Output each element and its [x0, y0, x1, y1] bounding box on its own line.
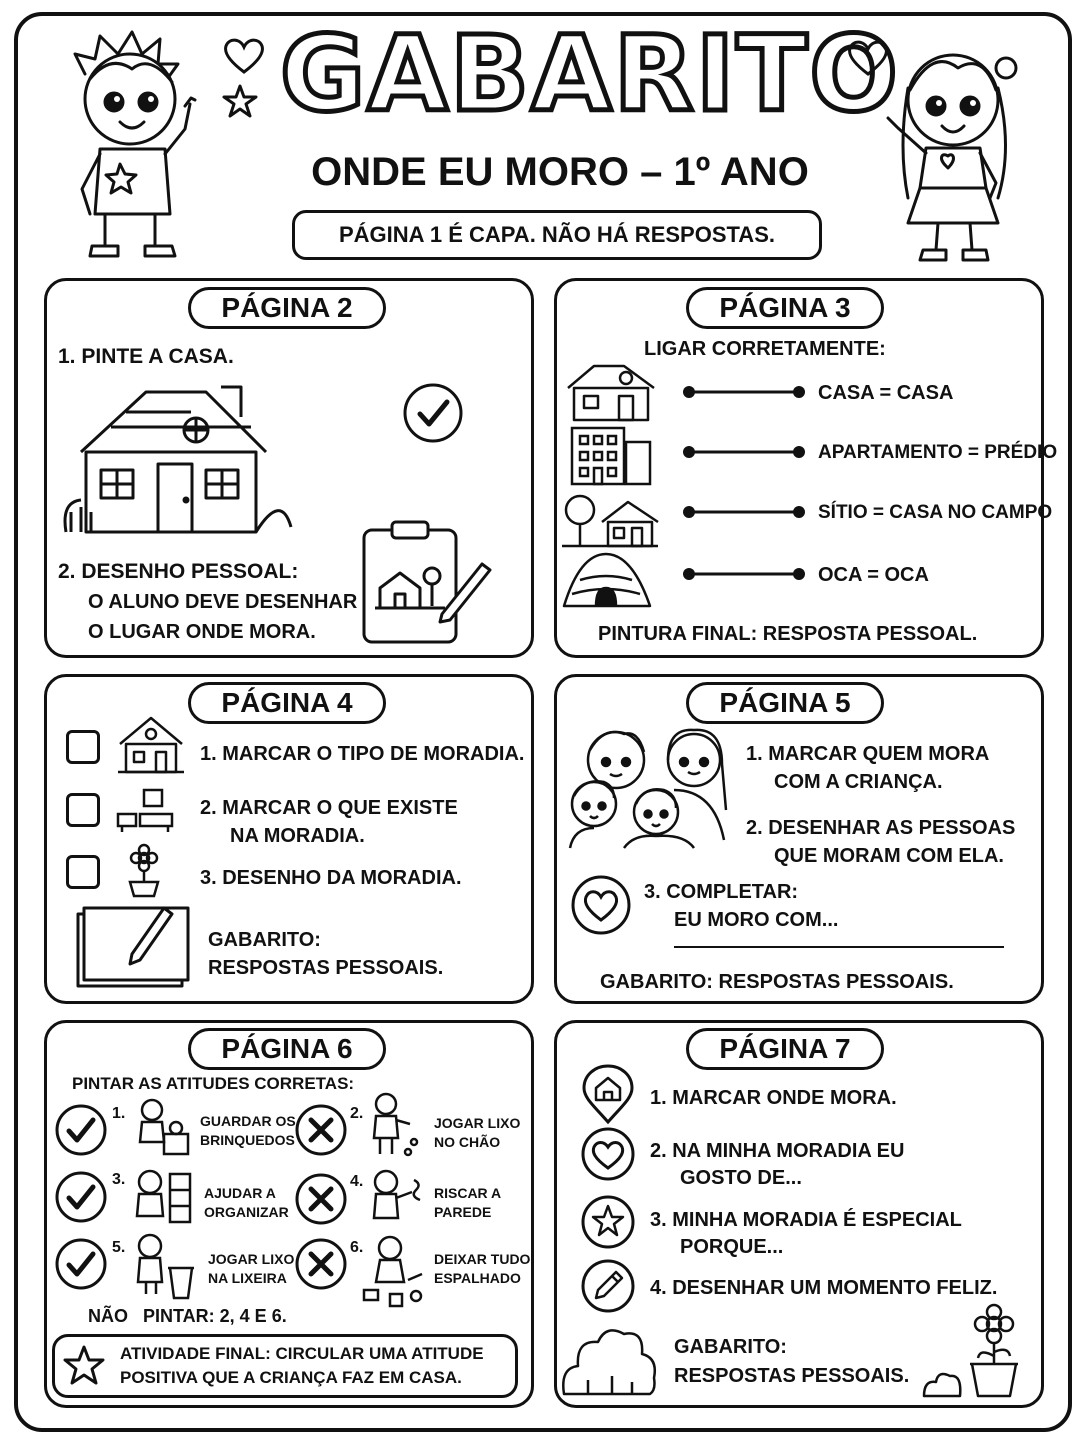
match-line-3 — [682, 505, 806, 519]
attitude-2-line-1: JOGAR LIXO — [434, 1115, 521, 1131]
child-organizing-illustration — [128, 1166, 194, 1228]
page-7-label: PÁGINA 7 — [686, 1028, 884, 1070]
child-trash-bin-illustration — [128, 1230, 194, 1300]
paper-pencil-icon — [74, 900, 194, 990]
attitude-1-line-1: GUARDAR OS — [200, 1113, 296, 1129]
child-littering-illustration — [364, 1090, 426, 1160]
page-4-item-3: 3. DESENHO DA MORADIA. — [200, 867, 462, 889]
match-text-3: SÍTIO = CASA NO CAMPO — [818, 502, 1053, 523]
page-4-answer-line-2: RESPOSTAS PESSOAIS. — [208, 957, 444, 979]
oca-hut-icon — [560, 550, 654, 612]
attitude-number-4: 4. — [350, 1173, 364, 1190]
attitude-5-line-1: JOGAR LIXO — [208, 1251, 295, 1267]
girl-illustration — [878, 28, 1028, 268]
page-5-answer: GABARITO: RESPOSTAS PESSOAIS. — [600, 971, 954, 993]
page-4-answer-line-1: GABARITO: — [208, 929, 321, 951]
check-icon — [402, 382, 464, 444]
attitude-2-line-2: NO CHÃO — [434, 1134, 501, 1150]
match-text-1: CASA = CASA — [818, 382, 954, 404]
apartment-building-icon — [564, 424, 658, 486]
page-title: GABARITO — [280, 13, 900, 135]
match-line-1 — [682, 385, 806, 399]
page-7-item-2: 2. NA MINHA MORADIA EU — [650, 1140, 905, 1162]
check-circle-icon[interactable] — [54, 1237, 108, 1291]
star-icon — [222, 84, 258, 118]
page-3-heading: LIGAR CORRETAMENTE: — [644, 338, 886, 360]
page-5-item-1: 1. MARCAR QUEM MORA — [746, 743, 990, 765]
check-circle-icon[interactable] — [54, 1170, 108, 1224]
attitude-6-line-2: ESPALHADO — [434, 1270, 521, 1286]
flower-pot-illustration — [920, 1302, 1030, 1402]
star-icon — [62, 1344, 106, 1386]
page-2-item-2-line-3: O LUGAR ONDE MORA. — [88, 621, 316, 643]
page-5-item-2: 2. DESENHAR AS PESSOAS — [746, 817, 1016, 839]
house-illustration — [66, 382, 296, 542]
flower-pot-icon — [124, 844, 164, 898]
clipboard-drawing-icon — [360, 518, 490, 646]
x-circle-icon[interactable] — [294, 1172, 348, 1226]
attitude-number-1: 1. — [112, 1105, 126, 1122]
checkbox-2[interactable] — [66, 793, 100, 827]
match-text-4: OCA = OCA — [818, 564, 929, 586]
attitude-number-3: 3. — [112, 1171, 126, 1188]
match-line-4 — [682, 567, 806, 581]
heart-circle-icon — [570, 874, 632, 936]
checkbox-1[interactable] — [66, 730, 100, 764]
final-activity-line-2: POSITIVA QUE A CRIANÇA FAZ EM CASA. — [120, 1368, 462, 1387]
bush-illustration — [560, 1318, 660, 1398]
boy-illustration — [60, 24, 210, 264]
attitude-3-line-1: AJUDAR A — [204, 1185, 276, 1201]
page-7-item-2-line-2: GOSTO DE... — [680, 1167, 802, 1189]
match-line-2 — [682, 445, 806, 459]
x-circle-icon[interactable] — [294, 1103, 348, 1157]
page-6-label: PÁGINA 6 — [188, 1028, 386, 1070]
page-7-item-4: 4. DESENHAR UM MOMENTO FELIZ. — [650, 1277, 998, 1299]
page-2-item-2: 2. DESENHO PESSOAL: — [58, 560, 299, 583]
pencil-circle-icon — [580, 1258, 636, 1314]
attitude-number-5: 5. — [112, 1239, 126, 1256]
attitude-1-line-2: BRINQUEDOS — [200, 1132, 295, 1148]
page-7-item-1: 1. MARCAR ONDE MORA. — [650, 1087, 897, 1109]
page-5-label: PÁGINA 5 — [686, 682, 884, 724]
page-3-label: PÁGINA 3 — [686, 287, 884, 329]
x-circle-icon[interactable] — [294, 1237, 348, 1291]
page-6-heading: PINTAR AS ATITUDES CORRETAS: — [72, 1074, 355, 1093]
page-subtitle: ONDE EU MORO – 1º ANO — [311, 150, 809, 194]
attitude-5-line-2: NA LIXEIRA — [208, 1270, 287, 1286]
furniture-icon — [116, 786, 176, 836]
page-5-item-2-line-2: QUE MORAM COM ELA. — [774, 845, 1004, 867]
heart-icon — [222, 36, 266, 76]
final-activity-line-1: ATIVIDADE FINAL: CIRCULAR UMA ATITUDE — [120, 1344, 484, 1363]
attitude-6-line-1: DEIXAR TUDO — [434, 1251, 531, 1267]
child-scribbling-illustration — [366, 1166, 428, 1228]
no-paint-note: NÃO PINTAR: 2, 4 E 6. — [88, 1306, 287, 1326]
page-2-label: PÁGINA 2 — [188, 287, 386, 329]
location-pin-icon — [580, 1064, 636, 1126]
page-4-label: PÁGINA 4 — [188, 682, 386, 724]
farm-icon — [560, 488, 660, 550]
check-circle-icon[interactable] — [54, 1103, 108, 1157]
page-7-item-3-line-2: PORQUE... — [680, 1236, 784, 1258]
page-7-answer-line-2: RESPOSTAS PESSOAIS. — [674, 1365, 910, 1387]
child-mess-illustration — [360, 1234, 430, 1310]
page-4-item-1: 1. MARCAR O TIPO DE MORADIA. — [200, 743, 525, 765]
heart-circle-icon — [580, 1126, 636, 1182]
attitude-number-2: 2. — [350, 1105, 364, 1122]
page-5-item-3: 3. COMPLETAR: — [644, 881, 799, 903]
page-5-item-1-line-2: COM A CRIANÇA. — [774, 771, 943, 793]
cover-note: PÁGINA 1 É CAPA. NÃO HÁ RESPOSTAS. — [292, 210, 822, 260]
attitude-number-6: 6. — [350, 1239, 364, 1256]
page-2-item-2-line-2: O ALUNO DEVE DESENHAR — [88, 591, 358, 613]
page-3-footer: PINTURA FINAL: RESPOSTA PESSOAL. — [598, 623, 978, 645]
star-circle-icon — [580, 1194, 636, 1250]
attitude-4-line-2: PAREDE — [434, 1204, 492, 1220]
family-illustration — [564, 720, 734, 850]
answer-blank-line — [674, 946, 1004, 948]
attitude-4-line-1: RISCAR A — [434, 1185, 502, 1201]
match-text-2: APARTAMENTO = PRÉDIO — [818, 442, 1058, 463]
page-7-item-3: 3. MINHA MORADIA É ESPECIAL — [650, 1209, 962, 1231]
child-toys-illustration — [130, 1096, 192, 1158]
page-5-item-3-line-2: EU MORO COM... — [674, 909, 839, 931]
page-4-item-2-line-2: NA MORADIA. — [230, 825, 365, 847]
checkbox-3[interactable] — [66, 855, 100, 889]
page-4-item-2: 2. MARCAR O QUE EXISTE — [200, 797, 458, 819]
page-2-item-1: 1. PINTE A CASA. — [58, 345, 234, 368]
house-small-icon — [564, 360, 658, 422]
house-icon — [116, 714, 186, 776]
page-7-answer-line-1: GABARITO: — [674, 1336, 787, 1358]
attitude-3-line-2: ORGANIZAR — [204, 1204, 289, 1220]
